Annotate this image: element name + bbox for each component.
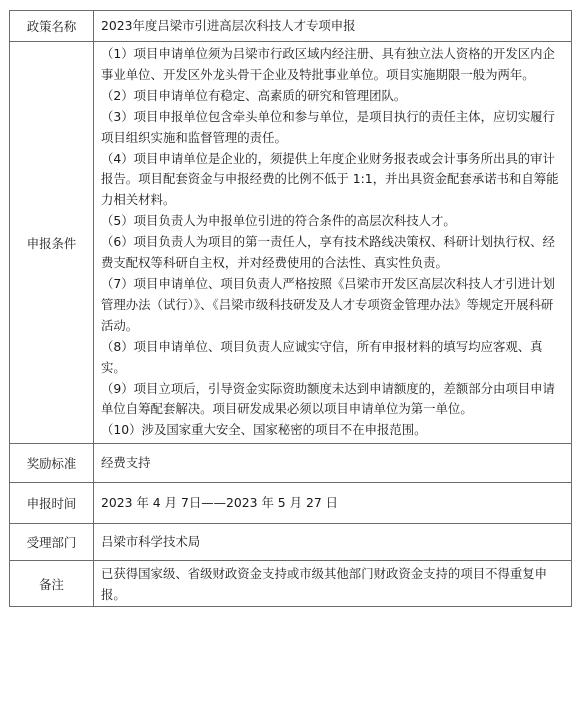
award-row xyxy=(10,444,572,483)
conditions-label: 申报条件 xyxy=(10,42,94,444)
department-value: 吕梁市科学技术局 xyxy=(94,524,572,561)
remark-label: 备注 xyxy=(10,561,94,607)
period-row xyxy=(10,483,572,524)
award-label: 奖励标准 xyxy=(10,444,94,483)
period-value: 2023 年 4 月 7日——2023 年 5 月 27 日 xyxy=(94,483,572,524)
condition-item: （4）项目申请单位是企业的，须提供上年度企业财务报表或会计事务所出具的审计报告。项目配套资金与申报经费的比例不低于 1:1，并出具资金配套承诺书和自筹能力相关材料。 xyxy=(101,150,559,208)
remark-value: 已获得国家级、省级财政资金支持或市级其他部门财政资金支持的项目不得重复申报。 xyxy=(94,561,572,607)
period-label: 申报时间 xyxy=(10,483,94,524)
condition-item: （7）项目申请单位、项目负责人严格按照《吕梁市开发区高层次科技人才引进计划管理办法（试行）》、《吕梁市级科技研发及人才专项资金管理办法》等规定开展科研活动。 xyxy=(101,275,555,333)
policy-name-value: 2023年度吕梁市引进高层次科技人才专项申报 xyxy=(94,11,572,42)
policy-table xyxy=(9,10,572,607)
condition-item: （9）项目立项后，引导资金实际资助额度未达到申请额度的，差额部分由项目申请单位自筹配套解决。项目研发成果必须以项目申请单位为第一单位。 xyxy=(101,380,555,417)
condition-item: （10）涉及国家重大安全、国家秘密的项目不在申报范围。 xyxy=(101,422,427,438)
condition-item: （8）项目申请单位、项目负责人应诚实守信，所有申报材料的填写均应客观、真实。 xyxy=(101,338,543,375)
award-value: 经费支持 xyxy=(94,444,572,483)
condition-item: （6）项目负责人为项目的第一责任人，享有技术路线决策权、科研计划执行权、经费支配权等科研自主权，并对经费使用的合法性、真实性负责。 xyxy=(101,234,555,271)
department-row xyxy=(10,524,572,561)
remark-row xyxy=(10,561,572,607)
policy-name-label: 政策名称 xyxy=(10,11,94,42)
condition-item: （1）项目申请单位须为吕梁市行政区域内经注册、具有独立法人资格的开发区内企事业单位、开发区外龙头骨干企业及特批事业单位。项目实施期限一般为两年。 xyxy=(101,46,555,82)
department-label: 受理部门 xyxy=(10,524,94,561)
condition-item: （3）项目申报单位包含牵头单位和参与单位，是项目执行的责任主体，应切实履行项目组织实施和监督管理的责任。 xyxy=(101,108,555,145)
condition-item: （2）项目申请单位有稳定、高素质的研究和管理团队。 xyxy=(101,87,407,103)
condition-item: （5）项目负责人为申报单位引进的符合条件的高层次科技人才。 xyxy=(101,213,456,229)
policy-name-row xyxy=(10,11,572,42)
conditions-list xyxy=(94,42,572,444)
conditions-row xyxy=(10,42,572,444)
